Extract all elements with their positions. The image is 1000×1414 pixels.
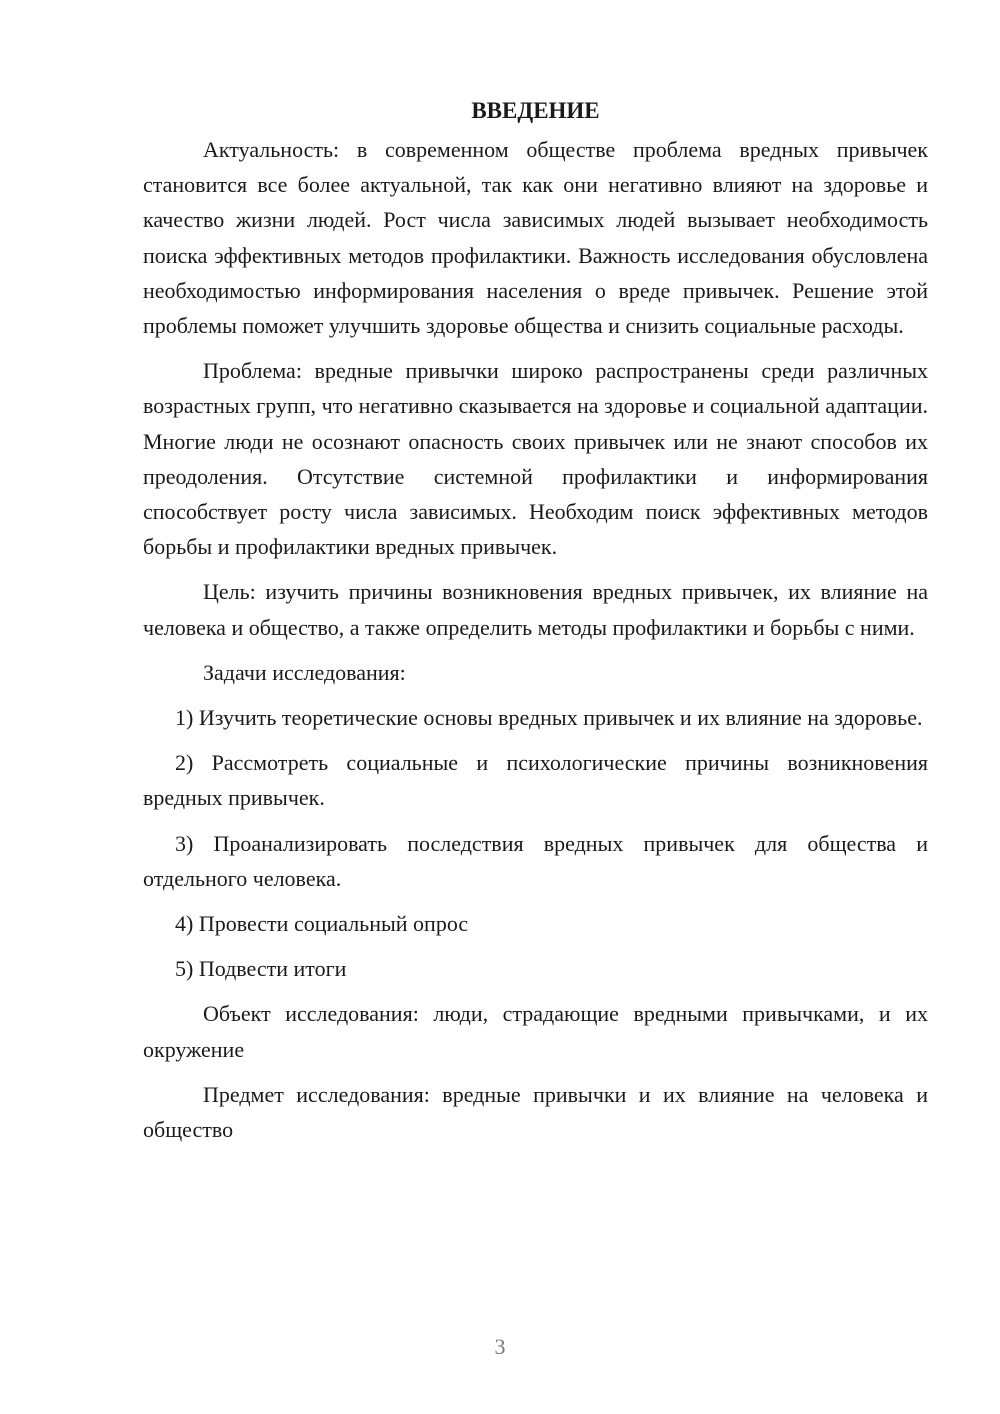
relevance-paragraph: Актуальность: в современном обществе проблема вредных привычек становится все более актуальной, так как они негативно влияют на здоровье и качество жизни людей. Рост числа зависимых людей вызывает необходимость поиска эффективных методов профилактики. Важность исследования обусловлена необходимостью информирования населения о вреде привычек. Решение этой проблемы поможет улучшить здоровье общества и снизить социальные расходы.: [143, 137, 928, 339]
document-page: [143, 93, 928, 1147]
task-item-1: 1) Изучить теоретические основы вредных привычек и их влияние на здоровье.: [175, 705, 923, 731]
subject-paragraph: Предмет исследования: вредные привычки и их влияние на человека и общество: [143, 1081, 928, 1143]
page-title: ВВЕДЕНИЕ: [471, 98, 600, 123]
object-paragraph: Объект исследования: люди, страдающие вредными привычками, и их окружение: [143, 1001, 928, 1062]
task-item-3: 3) Проанализировать последствия вредных привычек для общества и отдельного человека.: [143, 830, 928, 891]
task-item-5: 5) Подвести итоги: [175, 956, 347, 982]
task-item-2: 2) Рассмотреть социальные и психологические причины возникновения вредных привычек.: [143, 750, 928, 811]
problem-paragraph: Проблема: вредные привычки широко распространены среди различных возрастных групп, что негативно сказывается на здоровье и социальной адаптации. Многие люди не осознают опасность своих привычек или не знают способов их преодоления. Отсутствие системной профилактики и информирования способствует росту числа зависимых. Необходим поиск эффективных методов борьбы и профилактики вредных привычек.: [143, 358, 928, 560]
page-number: 3: [494, 1334, 506, 1359]
goal-paragraph: Цель: изучить причины возникновения вредных привычек, их влияние на человека и общество, а также определить методы профилактики и борьбы с ними.: [143, 579, 928, 640]
tasks-heading: Задачи исследования:: [203, 659, 406, 685]
task-item-4: 4) Провести социальный опрос: [175, 911, 469, 937]
